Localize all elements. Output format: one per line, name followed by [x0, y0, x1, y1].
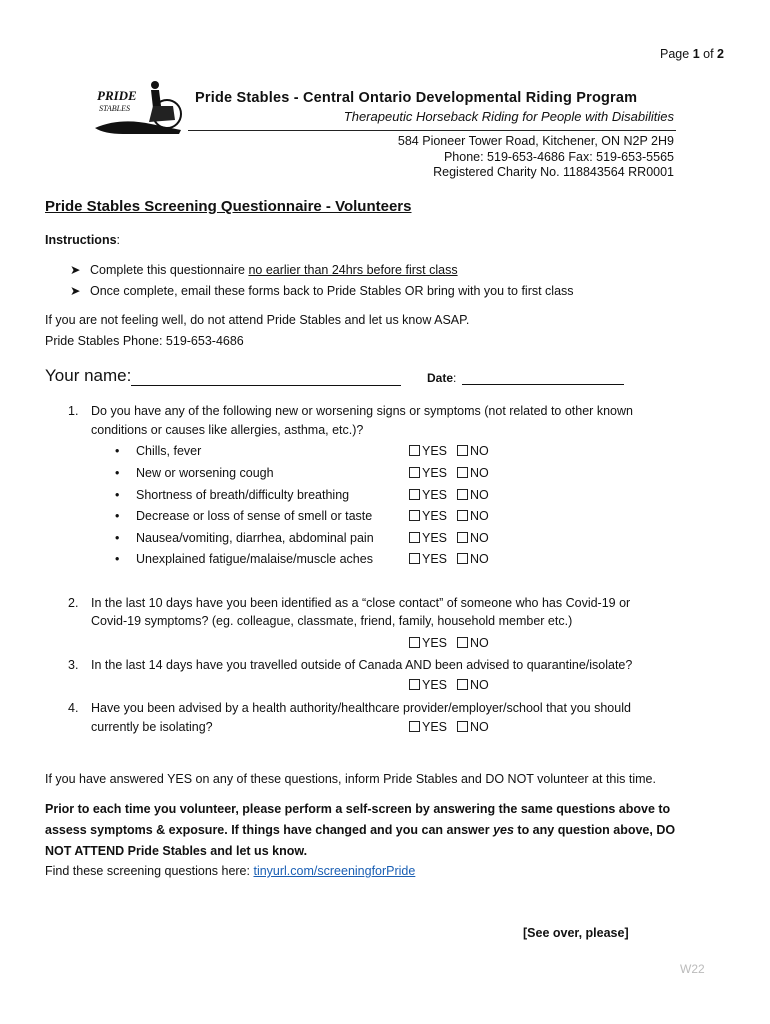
question-3: 3. In the last 14 days have you travelled outside of Canada AND been advised to quarantine/isolate?: [68, 658, 633, 672]
svg-text:PRIDE: PRIDE: [97, 88, 137, 103]
symptom-item: • New or worsening cough: [115, 466, 274, 480]
org-address: 584 Pioneer Tower Road, Kitchener, ON N2P 2H9: [397, 134, 674, 148]
form-code: W22: [680, 962, 705, 976]
yes-no-choice: YES NO: [409, 531, 489, 545]
name-field[interactable]: Your name:: [45, 366, 401, 386]
arrow-bullet-icon: ➤: [70, 263, 81, 277]
yes-no-choice: YES NO: [409, 636, 489, 650]
date-input-line[interactable]: [462, 372, 624, 385]
no-checkbox[interactable]: [457, 467, 468, 478]
page-number: Page 1 of 2: [660, 47, 724, 61]
no-checkbox[interactable]: [457, 510, 468, 521]
screening-link[interactable]: tinyurl.com/screeningforPride: [253, 864, 416, 878]
yes-no-choice: YES NO: [409, 720, 489, 734]
name-input-line[interactable]: [131, 368, 401, 386]
instruction-item: ➤ Once complete, email these forms back to Pride Stables OR bring with you to first class: [70, 284, 574, 298]
date-field[interactable]: Date:: [427, 371, 624, 385]
self-screen-instructions: Prior to each time you volunteer, please perform a self-screen by answering the same questions above to assess symptoms & exposure. If things have changed and you can answer yes to any question above, DO NOT ATTEND Pride Stables and let us know.: [45, 802, 676, 858]
not-feeling-well-notice: If you are not feeling well, do not attend Pride Stables and let us know ASAP.: [45, 313, 470, 327]
yes-answer-notice: If you have answered YES on any of these questions, inform Pride Stables and DO NOT volunteer at this time.: [45, 772, 656, 786]
yes-checkbox[interactable]: [409, 467, 420, 478]
yes-checkbox[interactable]: [409, 510, 420, 521]
symptom-item: • Decrease or loss of sense of smell or taste: [115, 509, 373, 523]
symptom-item: • Nausea/vomiting, diarrhea, abdominal pain: [115, 531, 374, 545]
svg-text:STABLES: STABLES: [99, 104, 130, 113]
question-1: 1. Do you have any of the following new or worsening signs or symptoms (not related to other known: [68, 404, 633, 418]
question-4: 4. Have you been advised by a health authority/healthcare provider/employer/school that you should: [68, 701, 631, 715]
pride-stables-logo: [93, 76, 185, 138]
question-2: 2. In the last 10 days have you been identified as a “close contact” of someone who has Covid-19 or: [68, 596, 631, 610]
yes-no-choice: YES NO: [409, 509, 489, 523]
question-2-continued: Covid-19 symptoms? (eg. colleague, classmate, friend, family, household member etc.): [91, 614, 573, 628]
phone-notice: Pride Stables Phone: 519-653-4686: [45, 334, 244, 348]
yes-no-choice: YES NO: [409, 678, 489, 692]
org-contact-block: [398, 134, 674, 181]
org-tagline: Therapeutic Horseback Riding for People with Disabilities: [343, 109, 674, 124]
no-checkbox[interactable]: [457, 532, 468, 543]
see-over-note: [See over, please]: [523, 926, 629, 940]
no-checkbox[interactable]: [457, 553, 468, 564]
yes-no-choice: YES NO: [409, 552, 489, 566]
no-checkbox[interactable]: [457, 679, 468, 690]
yes-no-choice: YES NO: [409, 488, 489, 502]
page-title: Pride Stables Screening Questionnaire - Volunteers: [45, 198, 412, 215]
question-4-continued: currently be isolating?: [91, 720, 213, 734]
yes-checkbox[interactable]: [409, 445, 420, 456]
no-checkbox[interactable]: [457, 721, 468, 732]
symptom-item: • Unexplained fatigue/malaise/muscle aches: [115, 552, 373, 566]
question-1-continued: conditions or causes like allergies, asthma, etc.)?: [91, 423, 364, 437]
yes-checkbox[interactable]: [409, 637, 420, 648]
no-checkbox[interactable]: [457, 637, 468, 648]
org-charity-number: Registered Charity No. 118843564 RR0001: [433, 165, 674, 179]
arrow-bullet-icon: ➤: [70, 284, 81, 298]
header-rule: [188, 130, 676, 131]
screening-link-line: Find these screening questions here: tinyurl.com/screeningforPride: [45, 864, 416, 878]
instructions-label: Instructions:: [45, 233, 121, 247]
yes-no-choice: YES NO: [409, 444, 489, 458]
symptom-item: • Shortness of breath/difficulty breathing: [115, 488, 350, 502]
yes-checkbox[interactable]: [409, 553, 420, 564]
org-phone-fax: Phone: 519-653-4686 Fax: 519-653-5565: [443, 149, 674, 164]
yes-checkbox[interactable]: [409, 721, 420, 732]
yes-no-choice: YES NO: [409, 466, 489, 480]
yes-checkbox[interactable]: [409, 679, 420, 690]
org-name: Pride Stables - Central Ontario Developmental Riding Program: [195, 90, 638, 106]
symptom-item: • Chills, fever: [115, 444, 202, 458]
no-checkbox[interactable]: [457, 489, 468, 500]
instruction-item: ➤ Complete this questionnaire no earlier than 24hrs before first class: [70, 263, 458, 277]
yes-checkbox[interactable]: [409, 489, 420, 500]
no-checkbox[interactable]: [457, 445, 468, 456]
yes-checkbox[interactable]: [409, 532, 420, 543]
